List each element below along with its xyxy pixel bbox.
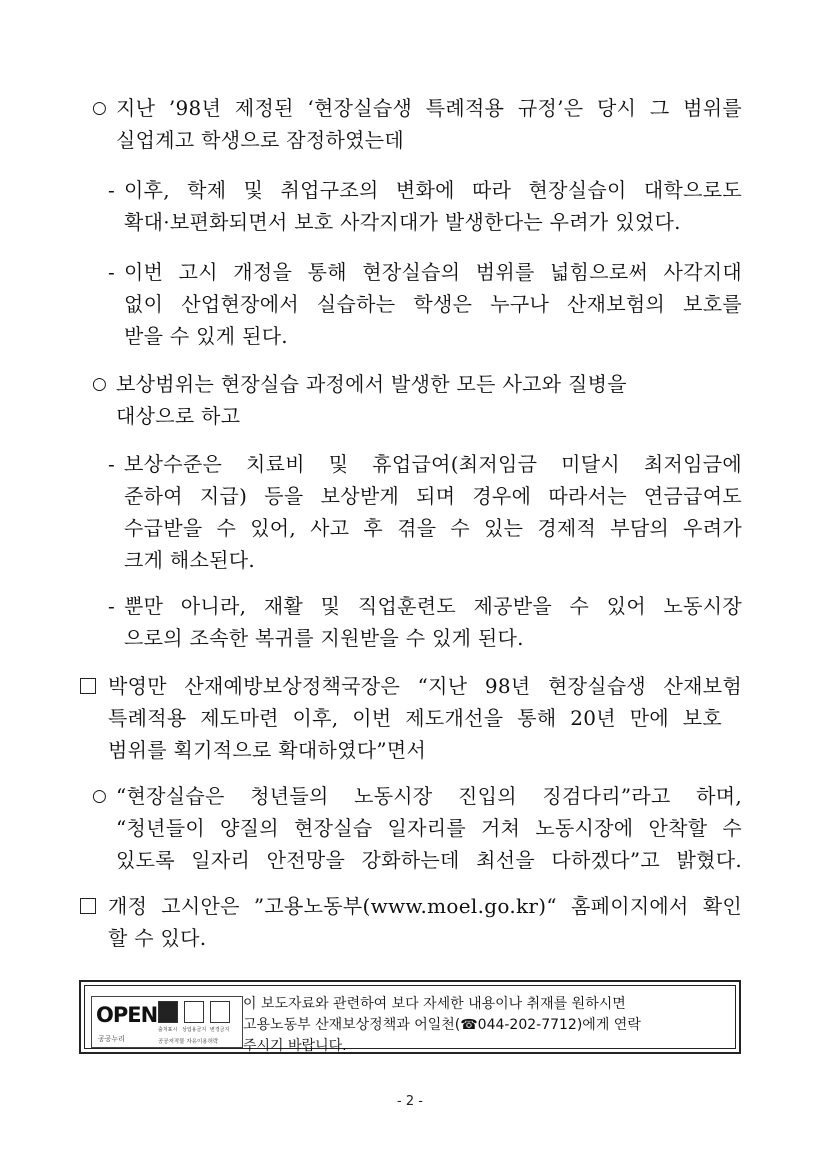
badge-label: 변경금지 — [210, 1027, 230, 1033]
attribution-icon — [158, 1001, 178, 1023]
text-line: 받을 수 있게 된다. — [124, 324, 288, 348]
open-logo-sub: 공공누리 — [98, 1035, 126, 1043]
dash-marker: - — [108, 178, 116, 202]
text-line: 할 수 있다. — [108, 926, 207, 950]
text-line: 대상으로 하고 — [116, 404, 241, 428]
contact-line: 고용노동부 산재보상정책과 어일천(☎044-202-7712)에게 연락 — [243, 1017, 641, 1033]
badge-label: 상업용금지 — [182, 1027, 207, 1033]
open-license-logo — [91, 996, 243, 1048]
circle-marker: ○ — [92, 374, 108, 394]
text-line: 지난 ’98년 제정된 ‘현장실습생 특례적용 규정’은 당시 그 범위를 — [116, 96, 742, 120]
bullet-dash-2 — [108, 256, 742, 352]
text-line: 준하여 지급) 등을 보상받게 되며 경우에 따라서는 연금급여도 — [124, 484, 742, 508]
dash-marker: - — [108, 260, 116, 284]
bullet-box-2 — [80, 890, 742, 954]
text-line: 실업계고 학생으로 잠정하였는데 — [116, 128, 404, 152]
contact-box — [79, 980, 741, 1054]
text-line: 범위를 획기적으로 확대하였다”면서 — [108, 738, 427, 762]
text-line: 확대·보편화되면서 보호 사각지대가 발생한다는 우려가 있었다. — [124, 210, 681, 234]
bullet-circle-2 — [92, 368, 692, 432]
box-marker — [80, 670, 96, 703]
contact-box-inner — [84, 985, 736, 1054]
text-line: 특례적용 제도마련 이후, 이번 제도개선을 통해 20년 만에 보호 — [108, 706, 722, 730]
text-line: 수급받을 수 있어, 사고 후 겪을 수 있는 경제적 부담의 우려가 — [124, 516, 742, 540]
circle-marker: ○ — [92, 98, 108, 118]
text-line: “현장실습은 청년들의 노동시장 진입의 징검다리”라고 하며, — [116, 784, 742, 808]
contact-text — [243, 994, 743, 1057]
dash-marker: - — [108, 452, 116, 476]
open-logo-word: OPEN — [96, 1003, 158, 1027]
contact-line: 이 보도자료와 관련하여 보다 자세한 내용이나 취재를 원하시면 — [243, 996, 626, 1012]
text-line: 뿐만 아니라, 재활 및 직업훈련도 제공받을 수 있어 노동시장 — [124, 594, 742, 618]
text-line: 이번 고시 개정을 통해 현장실습의 범위를 넓힘으로써 사각지대 — [124, 260, 742, 284]
text-line: 없이 산업현장에서 실습하는 학생은 누구나 산재보험의 보호를 — [124, 292, 742, 316]
text-line: 이후, 학제 및 취업구조의 변화에 따라 현장실습이 대학으로도 — [124, 178, 742, 202]
dash-marker: - — [108, 594, 116, 618]
text-line: 보상수준은 치료비 및 휴업급여(최저임금 미달시 최저임금에 — [124, 452, 742, 476]
box-marker — [80, 890, 96, 923]
text-line: 있도록 일자리 안전망을 강화하는데 최선을 다하겠다”고 밝혔다. — [116, 848, 742, 872]
text-line: 개정 고시안은 ”고용노동부(www.moel.go.kr)“ 홈페이지에서 확인 — [108, 894, 742, 918]
bullet-circle-3 — [92, 780, 742, 876]
bullet-circle-1 — [92, 92, 742, 156]
text-line: 보상범위는 현장실습 과정에서 발생한 모든 사고와 질병을 — [116, 372, 627, 396]
bullet-dash-3 — [108, 448, 742, 576]
bullet-dash-1 — [108, 174, 742, 238]
bullet-dash-4 — [108, 590, 742, 654]
text-line: 크게 해소된다. — [124, 548, 256, 572]
page-number: - 2 - — [397, 1094, 423, 1109]
contact-line: 주시기 바랍니다. — [243, 1038, 347, 1054]
badge-sub: 공공저작물 자유이용허락 — [158, 1039, 219, 1045]
badge-label: 출처표시 — [158, 1027, 178, 1033]
bullet-box-1 — [80, 670, 742, 766]
text-line: “청년들이 양질의 현장실습 일자리를 거쳐 노동시장에 안착할 수 — [116, 816, 742, 840]
noncommercial-icon — [184, 1001, 204, 1023]
no-derivatives-icon — [210, 1001, 230, 1023]
circle-marker: ○ — [92, 786, 108, 806]
text-line: 박영만 산재예방보상정책국장은 “지난 98년 현장실습생 산재보험 — [108, 674, 742, 698]
text-line: 으로의 조속한 복귀를 지원받을 수 있게 된다. — [124, 626, 524, 650]
